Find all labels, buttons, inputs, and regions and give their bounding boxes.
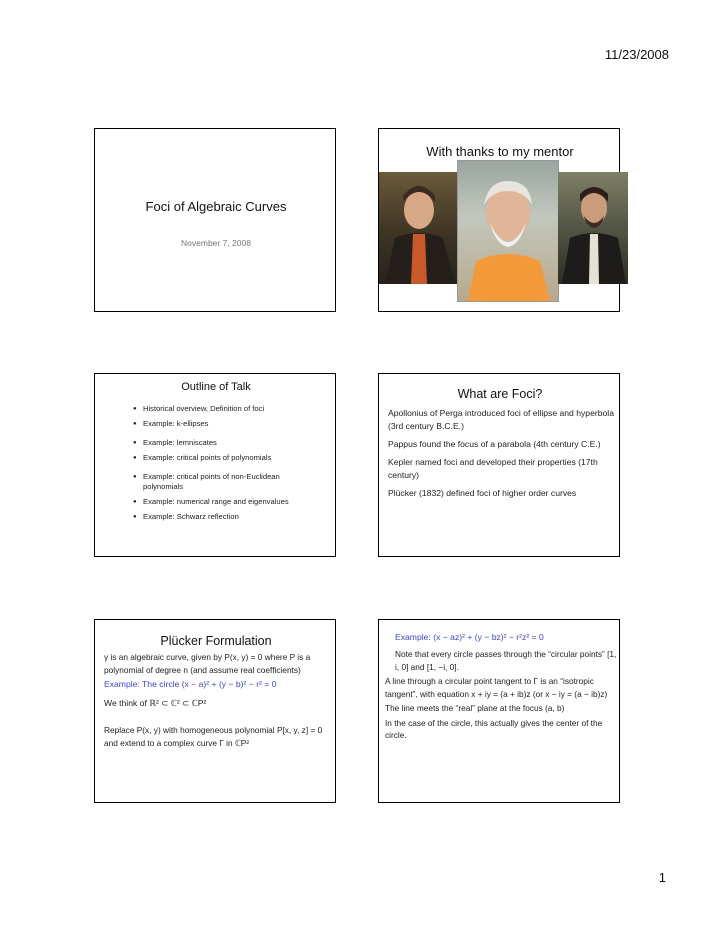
plucker-paragraph: Replace P(x, y) with homogeneous polynomial P[x, y, z] = 0 and extend to a complex curve Γ in ℂP² <box>104 725 323 748</box>
circle-paragraph: A line through a circular point tangent to Γ is an “isotropic tangent”, with equation x + iy = (a + ib)z (or x − iy = (a − ib)z) <box>385 676 608 699</box>
slide-what-are-foci <box>378 373 620 557</box>
list-item: ● Example: Schwarz reflection <box>131 512 331 522</box>
slide-title <box>94 128 336 312</box>
foci-paragraph: Kepler named foci and developed their properties (17th century) <box>388 457 598 480</box>
circle-paragraph: Note that every circle passes through the “circular points” [1, i, 0] and [1, −i, 0]. <box>395 649 617 672</box>
foci-paragraph: Pappus found the focus of a parabola (4th century C.E.) <box>388 439 601 449</box>
plucker-paragraph: γ is an algebraic curve, given by P(x, y) = 0 where P is a polynomial of degree n (and assume real coefficients) <box>104 652 311 675</box>
circle-paragraph: The line meets the “real” plane at the focus (a, b) <box>385 703 565 713</box>
list-item: ● Example: lemniscates <box>131 438 331 448</box>
plucker-paragraph: We think of ℝ² ⊂ ℂ² ⊂ ℂP² <box>104 698 207 708</box>
slide-foci-heading: What are Foci? <box>457 387 543 401</box>
slide-title-heading: Foci of Algebraic Curves <box>145 199 287 214</box>
slide-circle-example <box>378 619 620 803</box>
circle-example: Example: (x − az)² + (y − bz)² − r²z² = 0 <box>395 632 544 642</box>
list-item: ● Historical overview, Definition of foci <box>131 404 331 414</box>
foci-paragraph: Plücker (1832) defined foci of higher order curves <box>388 488 577 498</box>
foci-paragraph: Apollonius of Perga introduced foci of ellipse and hyperbola (3rd century B.C.E.) <box>388 408 614 431</box>
slide-plucker-heading: Plücker Formulation <box>160 634 272 648</box>
circle-paragraph: In the case of the circle, this actually gives the center of the circle. <box>385 717 603 740</box>
circle-text <box>385 631 617 747</box>
header-date: 11/23/2008 <box>604 47 669 62</box>
list-item: ● Example: critical points of non-Euclidean polynomials <box>131 472 313 492</box>
plucker-example: Example: The circle (x − a)² + (y − b)² − r² = 0 <box>104 679 277 689</box>
mentor-photo-left <box>379 172 459 284</box>
outline-list <box>131 404 331 527</box>
list-item: ● Example: numerical range and eigenvalues <box>131 497 331 507</box>
mentor-photo-center <box>457 160 559 302</box>
list-item: ● Example: k-ellipses <box>131 419 331 429</box>
page-number: 1 <box>658 870 666 885</box>
slide-plucker <box>94 619 336 803</box>
slide-outline-heading: Outline of Talk <box>181 381 251 393</box>
foci-text <box>388 407 616 505</box>
slide-title-date: November 7, 2008 <box>181 238 251 248</box>
plucker-text <box>104 651 330 754</box>
mentor-photo-right <box>558 172 628 284</box>
list-item: ● Example: critical points of polynomials <box>131 453 331 463</box>
slide-outline <box>94 373 336 557</box>
slide-mentor-heading: With thanks to my mentor <box>426 144 574 159</box>
